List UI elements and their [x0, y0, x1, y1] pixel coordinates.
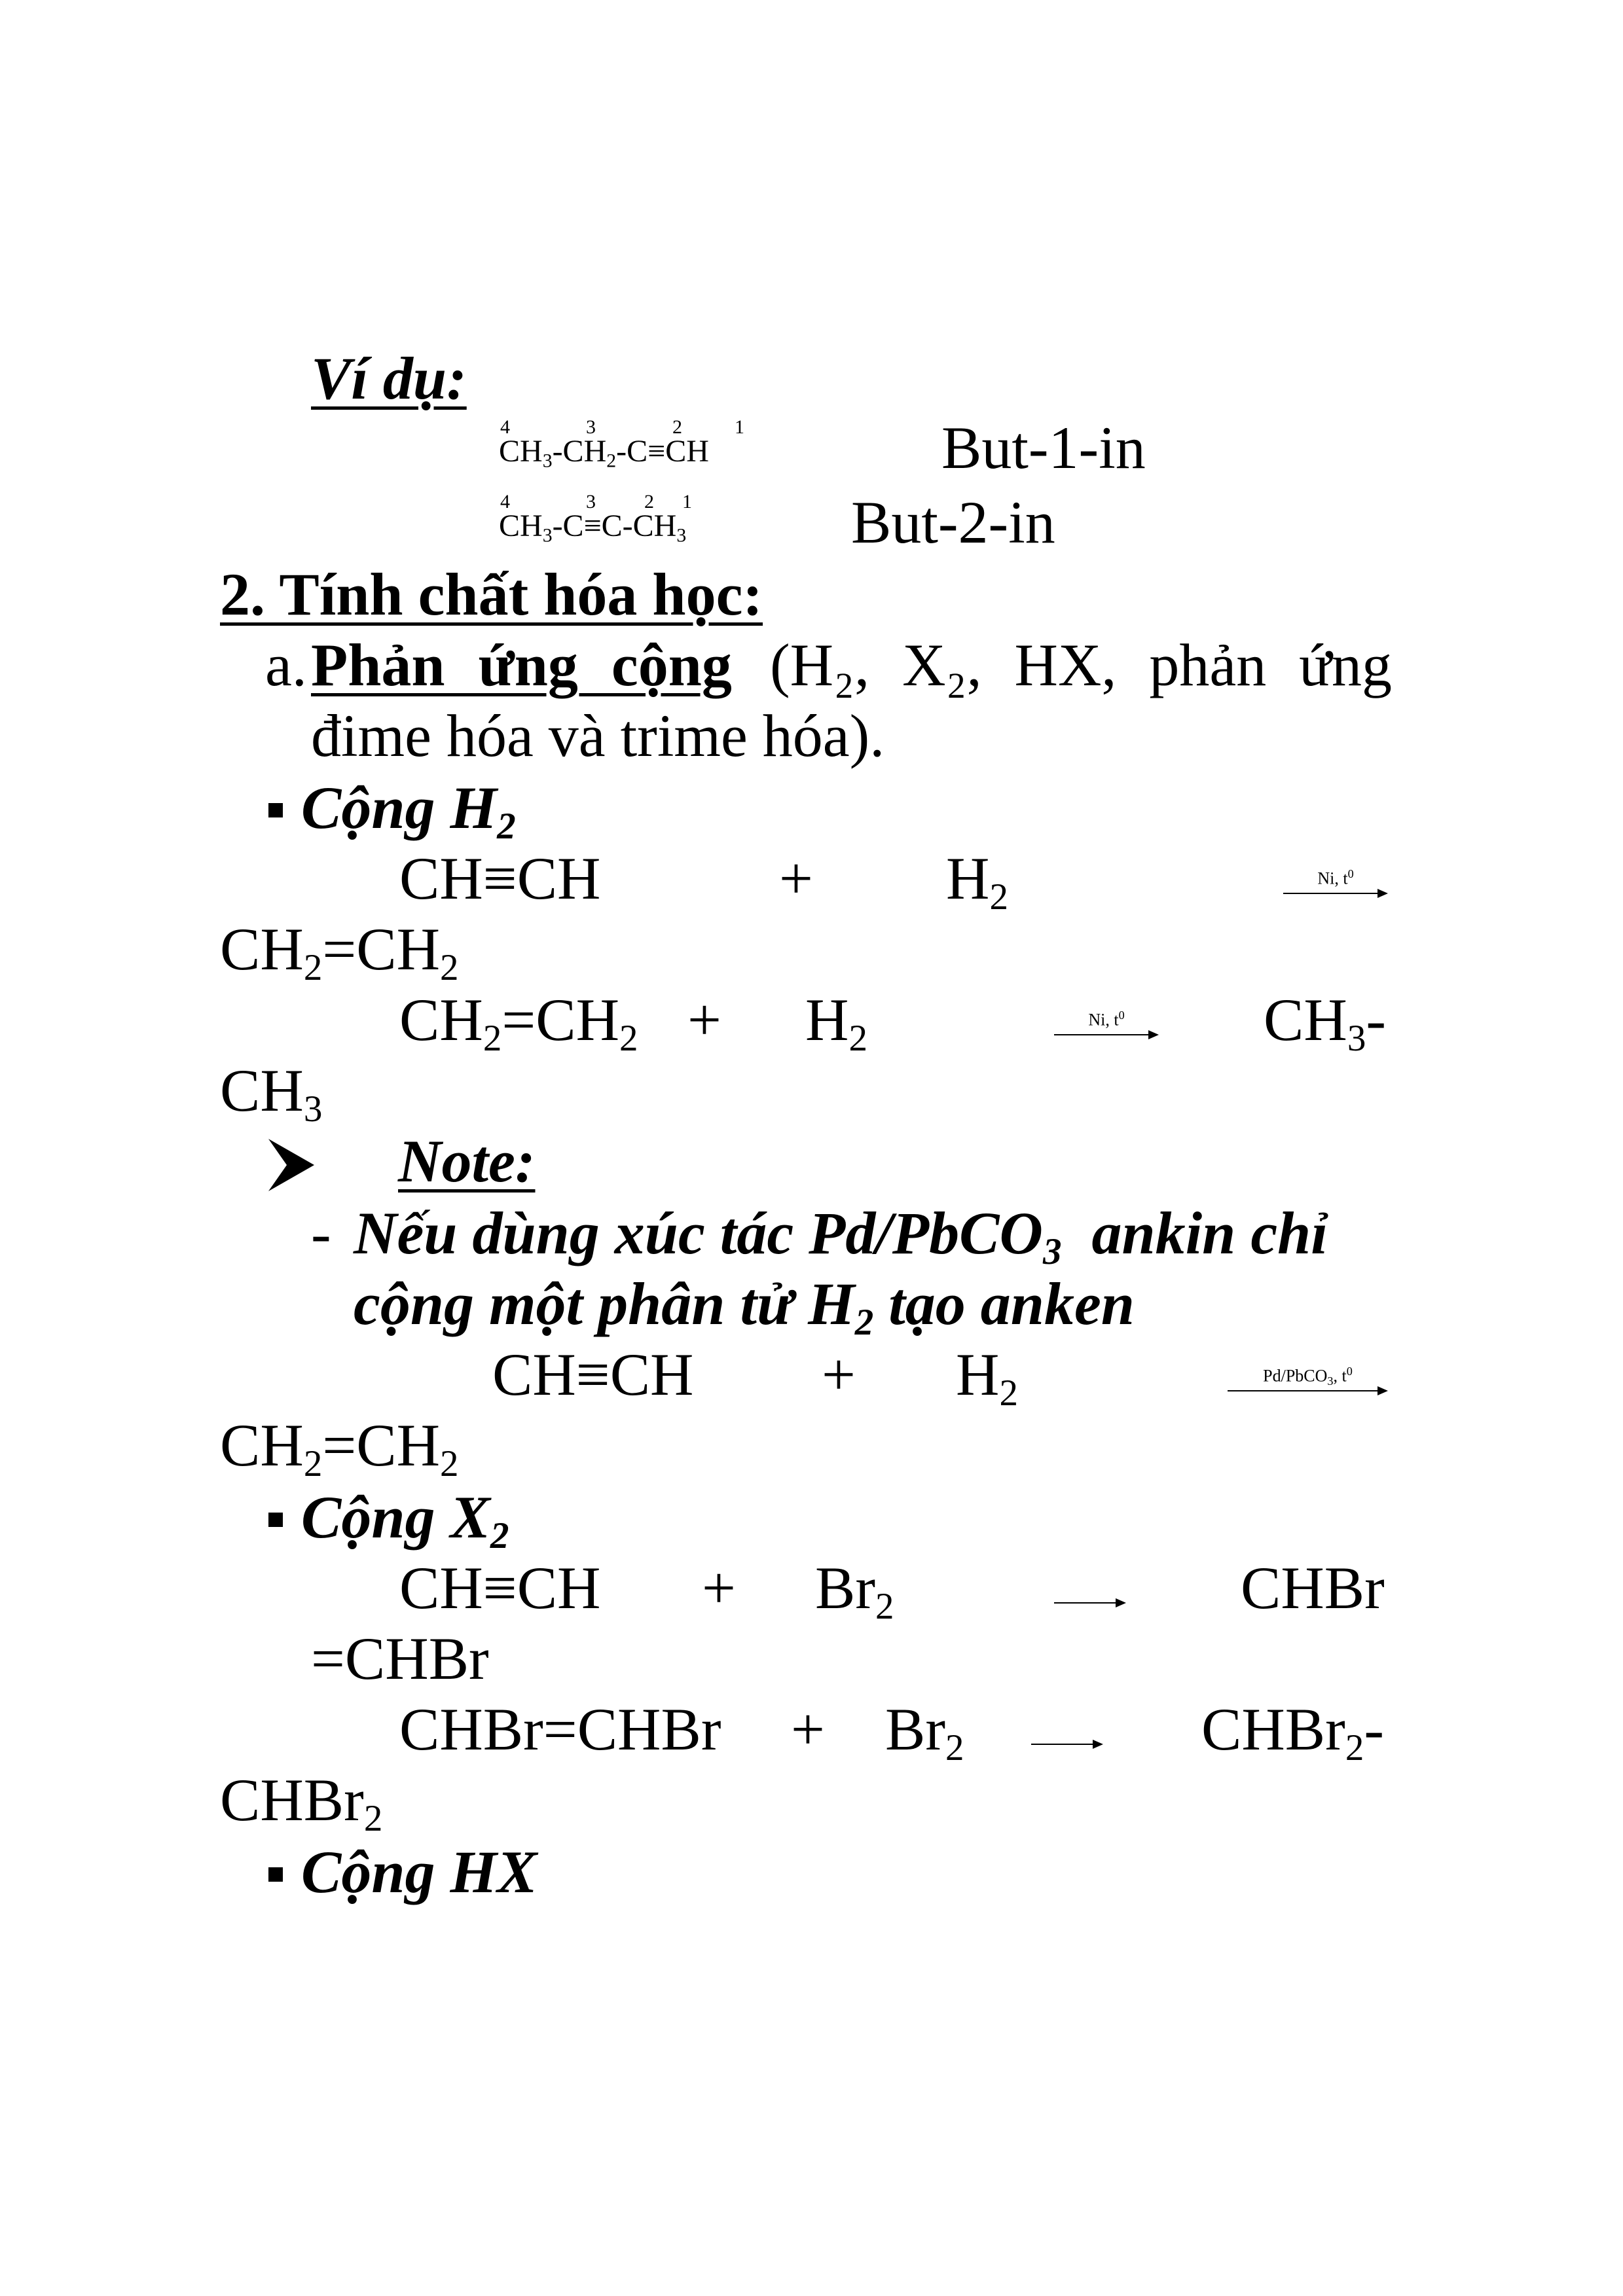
x2-r1-reagent: $Br_2$ — [815, 1554, 894, 1627]
x2-r2-left: CHBr=CHBr — [399, 1696, 721, 1763]
h2-r2-plus: + — [687, 986, 721, 1053]
arrow-condition: Ni, $t^0$ — [1317, 867, 1354, 888]
x2-r2-plus: + — [791, 1696, 825, 1763]
reaction-arrow-icon — [1283, 868, 1388, 901]
x2-r1-left: CH≡CH — [399, 1554, 601, 1621]
chevron-right-icon — [268, 1139, 314, 1194]
x2-r2-reagent: $Br_2$ — [885, 1696, 964, 1768]
note-heading: Note: — [398, 1128, 536, 1194]
note-line2: cộng một phân tử $H_2$ tạo anken — [354, 1270, 1135, 1343]
locant-3: 3 — [586, 491, 596, 512]
locant-1: 1 — [682, 491, 692, 512]
sub-a-line2: đime hóa và trime hóa). — [311, 702, 885, 769]
note-line1: Nếu dùng xúc tác Pd/PbCO$_3$ ankin chỉ — [354, 1200, 1328, 1272]
h2-r2-left: $CH_2=CH_2$ — [399, 986, 638, 1059]
square-bullet-icon — [268, 1867, 283, 1882]
x2-r1-product-b: =CHBr — [311, 1625, 489, 1692]
x2-r1-product-a: CHBr — [1241, 1554, 1385, 1621]
arrow-condition: Ni, $t^0$ — [1088, 1009, 1125, 1030]
cong-hx-heading: Cộng HX — [268, 1842, 537, 1902]
reaction-arrow-icon — [1031, 1719, 1103, 1751]
example-heading: Ví dụ: — [311, 345, 467, 412]
square-bullet-icon — [268, 803, 283, 817]
formula-text: $CH_3-CH_2-C\equiv CH$ — [499, 434, 709, 472]
sub-a-line1: (H₂, X₂, HX, phản ứng — [770, 632, 1392, 698]
h2-r2-product-b: $CH_3$ — [220, 1057, 323, 1130]
cong-h2-heading: Cộng $H_2$ — [268, 778, 516, 838]
sub-a-prefix: a. — [265, 632, 307, 698]
sub-a-title: Phản ứng cộng — [311, 632, 732, 698]
name-but-2-in: But-2-in — [851, 489, 1055, 556]
h2-r1-reagent: $H_2$ — [946, 845, 1008, 918]
note-r3-product: $CH_2=CH_2$ — [220, 1412, 459, 1484]
formula-text: $CH_3-C\equiv C-CH_3$ — [499, 509, 687, 547]
x2-r2-product-a: CHBr$_2$- — [1201, 1696, 1384, 1768]
note-dash: - — [311, 1200, 331, 1266]
note-r3-reagent: $H_2$ — [956, 1341, 1018, 1414]
arrow-condition: Pd/PbCO$_3$, $t^0$ — [1263, 1365, 1353, 1388]
h2-r2-product-a: $CH_3-$ — [1264, 986, 1386, 1059]
reaction-arrow-icon — [1228, 1365, 1388, 1398]
note-r3-plus: + — [822, 1341, 856, 1408]
name-but-1-in: But-1-in — [941, 414, 1146, 481]
x2-r1-plus: + — [702, 1554, 736, 1621]
locant-3: 3 — [586, 416, 596, 438]
h2-r1-left: CH≡CH — [399, 845, 601, 912]
h2-r1-plus: + — [779, 845, 813, 912]
locant-2: 2 — [644, 491, 654, 512]
reaction-arrow-icon — [1054, 1577, 1126, 1610]
h2-r2-reagent: $H_2$ — [805, 986, 867, 1059]
locant-4: 4 — [500, 416, 510, 438]
locant-1: 1 — [735, 416, 744, 438]
cong-x2-heading: Cộng $X_2$ — [268, 1487, 509, 1547]
x2-r2-product-b: CHBr$_2$ — [220, 1767, 383, 1839]
section-title: 2. Tính chất hóa học: — [220, 561, 763, 628]
square-bullet-icon — [268, 1513, 283, 1527]
reaction-arrow-icon — [1054, 1009, 1159, 1042]
note-r3-left: CH≡CH — [492, 1341, 694, 1408]
locant-4: 4 — [500, 491, 510, 512]
locant-2: 2 — [672, 416, 682, 438]
h2-r1-product: $CH_2=CH_2$ — [220, 916, 459, 988]
